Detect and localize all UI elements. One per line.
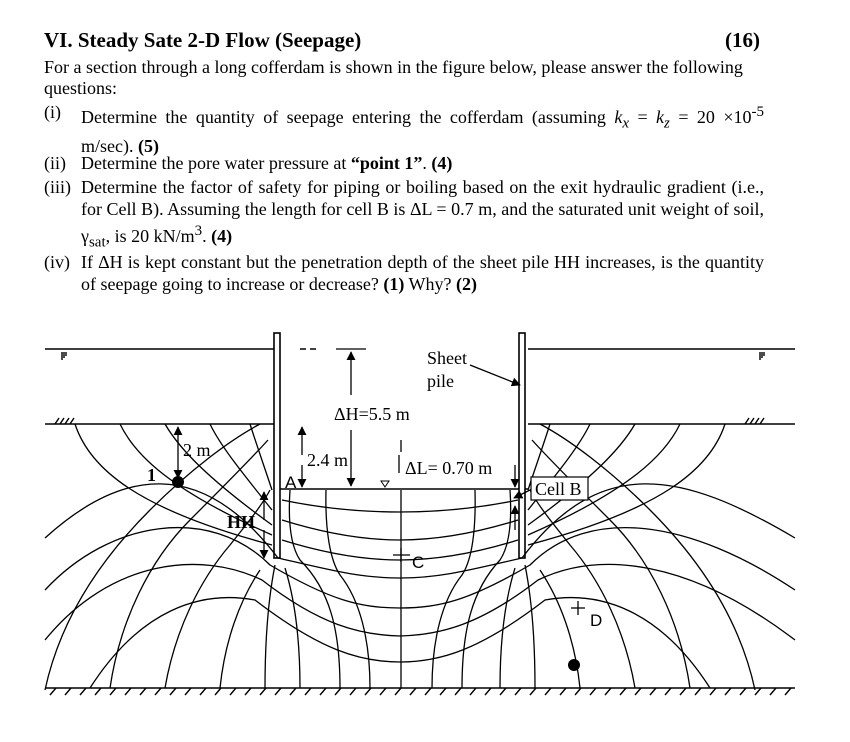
question-points: (16) — [725, 28, 760, 52]
two-point-four-label: 2.4 m — [307, 450, 349, 470]
question-number: (iv) — [44, 252, 70, 272]
water-surfaces — [45, 349, 795, 360]
question-text: Determine the quantity of seepage entering the cofferdam (assuming $k_x = k_z = 20 \times 10^{-5}$ m/sec). (5) — [81, 104, 764, 156]
marks: (1) — [383, 274, 405, 294]
question-number: (iii) — [44, 177, 71, 197]
point-1-label: 1 — [147, 465, 156, 485]
left-sheet-pile — [274, 333, 280, 558]
question-title: VI. Steady Sate 2-D Flow (Seepage) — [44, 28, 362, 52]
cell-b-label: Cell B — [535, 479, 582, 499]
marks: (4) — [211, 226, 233, 246]
sheet-pile-leader — [470, 365, 520, 385]
delta-l-label: ΔL= 0.70 m — [405, 458, 493, 478]
hh-label: HH — [227, 512, 256, 532]
two-m-label: 2 m — [183, 440, 211, 460]
sheet-pile-label: pile — [427, 371, 454, 391]
label-d: D — [590, 611, 603, 630]
water-level-marker — [381, 481, 389, 487]
point-dot — [568, 659, 580, 671]
label-c: C — [412, 553, 425, 572]
point-1-dot — [172, 476, 184, 488]
question-text: Determine the factor of safety for piping or boiling based on the exit hydraulic gradient (i.e., for Cell B). Assuming the length for cell B is ΔL = 0.7 m, and the saturated unit weight of soil, $\gamma_{sat}$, is 20 $kN/m^3$. (4) — [81, 177, 764, 251]
question-number: (ii) — [44, 153, 66, 173]
marks: (5) — [137, 135, 159, 156]
ground-surface — [45, 418, 795, 489]
question-number: (i) — [44, 102, 61, 122]
delta-h-label: ΔH=5.5 m — [334, 404, 410, 424]
sheet-pile-label: Sheet — [427, 348, 467, 368]
question-text: Determine the pore water pressure at “point 1”. (4) — [81, 153, 453, 173]
question-intro: For a section through a long cofferdam is shown in the figure below, please answer the following questions: — [44, 57, 743, 98]
right-sheet-pile — [519, 333, 525, 558]
marks: (4) — [431, 153, 453, 173]
question-text: If ΔH is kept constant but the penetration depth of the sheet pile HH increases, is the quantity of seepage going to increase or decrease? (1) Why? (2) — [81, 252, 764, 294]
sheet-piles — [274, 333, 525, 558]
marks: (2) — [456, 274, 477, 294]
impervious-base — [45, 688, 795, 695]
label-a: A — [285, 473, 297, 492]
